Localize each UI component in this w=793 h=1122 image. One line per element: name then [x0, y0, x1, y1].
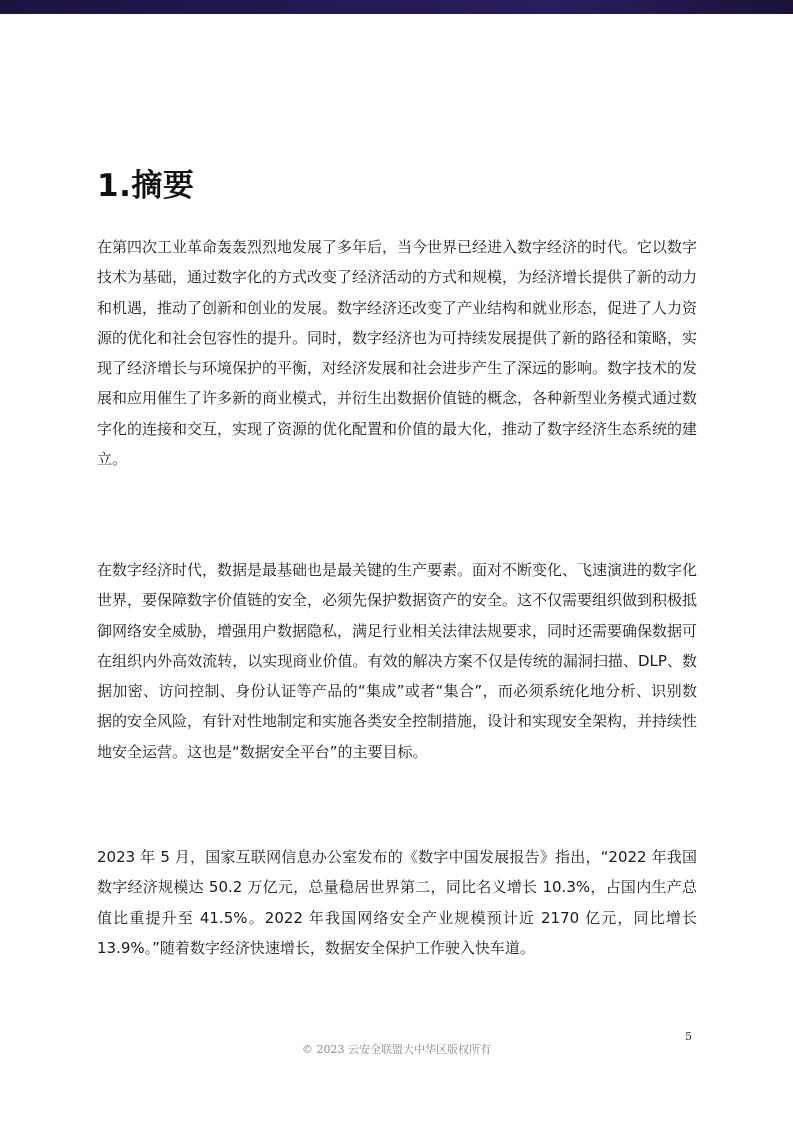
summary-paragraph-3: 2023 年 5 月，国家互联网信息办公室发布的《数字中国发展报告》指出，“2022 年我国数字经济规模达 50.2 万亿元，总量稳居世界第二，同比名义增长 10.3%，占国内生产总值比重提升至 41.5%。2022 年我国网络安全产业规模预计近 2170 亿元，同比增长 13.9%。”随着数字经济快速增长，数据安全保护工作驶入快车道。	[97, 848, 697, 957]
copyright-notice: © 2023 云安全联盟大中华区版权所有	[302, 1043, 491, 1056]
summary-paragraph-1: 在第四次工业革命轰轰烈烈地发展了多年后，当今世界已经进入数字经济的时代。它以数字技术为基础，通过数字化的方式改变了经济活动的方式和规模，为经济增长提供了新的动力和机遇，推动了创新和创业的发展。数字经济还改变了产业结构和就业形态，促进了人力资源的优化和社会包容性的提升。同时，数字经济也为可持续发展提供了新的路径和策略，实现了经济增长与环境保护的平衡，对经济发展和社会进步产生了深远的影响。数字技术的发展和应用催生了许多新的商业模式，并衍生出数据价值链的概念，各种新型业务模式通过数字化的连接和交互，实现了资源的优化配置和价值的最大化，推动了数字经济生态系统的建立。	[97, 238, 698, 469]
summary-paragraph-2: 在数字经济时代，数据是最基础也是最关键的生产要素。面对不断变化、飞速演进的数字化世界，要保障数字价值链的安全，必须先保护数据资产的安全。这不仅需要组织做到积极抵御网络安全威胁，增强用户数据隐私，满足行业相关法律法规要求，同时还需要确保数据可在组织内外高效流转，以实现商业价值。有效的解决方案不仅是传统的漏洞扫描、DLP、数据加密、访问控制、身份认证等产品的“集成”或者“集合”，而必须系统化地分析、识别数据的安全风险，有针对性地制定和实施各类安全控制措施，设计和实现安全架构，并持续性地安全运营。这也是“数据安全平台”的主要目标。	[97, 561, 698, 761]
header-color-bar	[0, 0, 793, 14]
page-number: 5	[685, 1030, 692, 1043]
section-title: 1.摘要	[97, 168, 195, 204]
